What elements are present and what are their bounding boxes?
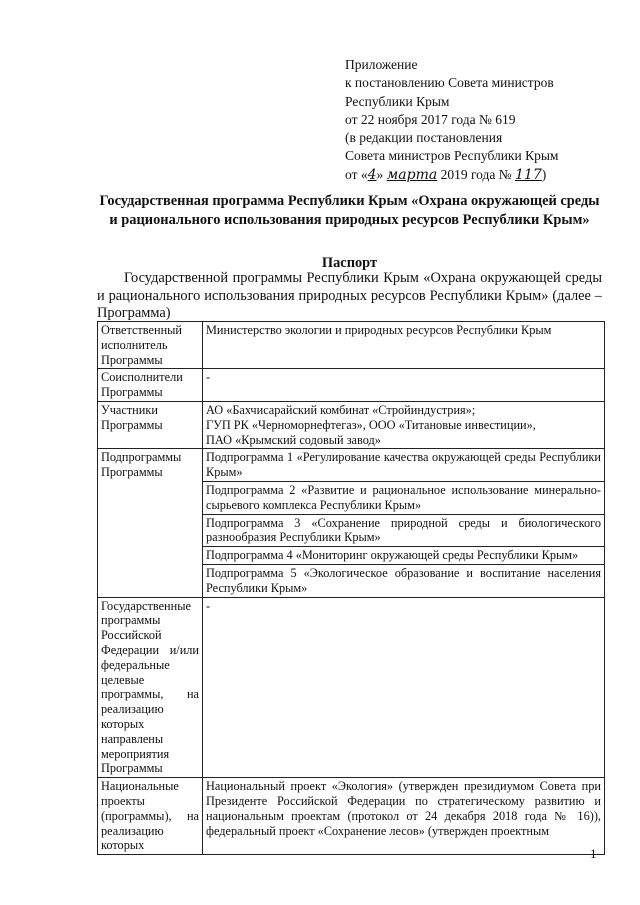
- subprogram-cell: [203, 481, 605, 514]
- date-prefix: от «: [345, 166, 368, 182]
- page-number: 1: [590, 846, 597, 861]
- table-row: [98, 369, 605, 402]
- table-row: [98, 778, 605, 855]
- subprogram-cell: [203, 449, 605, 482]
- row-label: Соисполнители Программы: [98, 369, 203, 402]
- row-label: Государственные программы Российской Федерации и/или федеральные целевые программы, на реализацию которых направлены мероприятия Программы: [98, 597, 203, 778]
- document-title: Государственная программа Республики Крым «Охрана окружающей среды и рационального использования природных ресурсов Республики Крым»: [99, 193, 600, 228]
- table-row: [98, 401, 605, 448]
- subprogram-cell: [203, 564, 605, 597]
- subprogram-5: Подпрограмма 5 «Экологическое образование и воспитание населения Республики Крым»: [206, 565, 601, 595]
- appendix-line-1: Приложение: [345, 57, 418, 72]
- appendix-block: [345, 56, 615, 184]
- subprogram-cell: [203, 547, 605, 565]
- table-row: [98, 449, 605, 482]
- passport-table: [97, 321, 605, 855]
- row-value: -: [203, 369, 605, 402]
- participant-line: ПАО «Крымский содовый завод»: [206, 432, 381, 447]
- appendix-line-4: от 22 ноября 2017 года № 619: [345, 111, 516, 127]
- subprogram-1: Подпрограмма 1 «Регулирование качества окружающей среды Республики Крым»: [206, 450, 601, 480]
- subprogram-cell: [203, 514, 605, 547]
- row-value: Министерство экологии и природных ресурсов Республики Крым: [203, 322, 605, 369]
- appendix-line-5: (в редакции постановления: [345, 130, 503, 146]
- appendix-line-6: Совета министров Республики Крым: [345, 148, 559, 164]
- appendix-line-7: [345, 166, 615, 184]
- date-year: 2019 года №: [440, 166, 512, 182]
- row-label: Подпрограммы Программы: [98, 449, 203, 597]
- row-label: Участники Программы: [98, 401, 203, 448]
- table-row: [98, 322, 605, 369]
- subprogram-3: Подпрограмма 3 «Сохранение природной среды и биологического разнообразия Республики Крым»: [206, 515, 601, 545]
- subprogram-4: Подпрограмма 4 «Мониторинг окружающей среды Республики Крым»: [206, 548, 579, 563]
- appendix-line-2: к постановлению Совета министров: [345, 75, 554, 91]
- passport-subtitle: Государственной программы Республики Крым «Охрана окружающей среды и рационального использования природных ресурсов Республики Крым» (далее – Программа): [97, 270, 602, 321]
- table-row: [98, 597, 605, 778]
- row-label: Ответственный исполнитель Программы: [98, 322, 203, 369]
- row-label: Национальные проекты (программы), на реализацию которых: [98, 778, 203, 855]
- handwritten-month: марта: [386, 166, 438, 183]
- appendix-line-3: Республики Крым: [345, 93, 450, 109]
- handwritten-number: 117: [515, 166, 542, 183]
- passport-heading: Паспорт: [321, 255, 378, 271]
- date-suffix: ): [541, 166, 547, 182]
- handwritten-day: 4: [367, 166, 377, 183]
- participant-line: АО «Бахчисарайский комбинат «Стройиндустрия»;: [206, 402, 476, 417]
- subprogram-2: Подпрограмма 2 «Развитие и рациональное использование минерально-сырьевого комплекса Республики Крым»: [206, 482, 601, 512]
- date-quote-close: »: [376, 166, 384, 182]
- row-value: -: [203, 597, 605, 778]
- row-value: Национальный проект «Экология» (утвержден президиумом Совета при Президенте Российской Федерации по стратегическому развитию и национальным проектам (протокол от 24 декабря 2018 года № 16)), федеральный проект «Сохранение лесов» (утвержден проектным: [203, 778, 605, 855]
- participant-line: ГУП РК «Черноморнефтегаз», ООО «Титановые инвестиции»,: [206, 417, 536, 432]
- row-value: [203, 401, 605, 448]
